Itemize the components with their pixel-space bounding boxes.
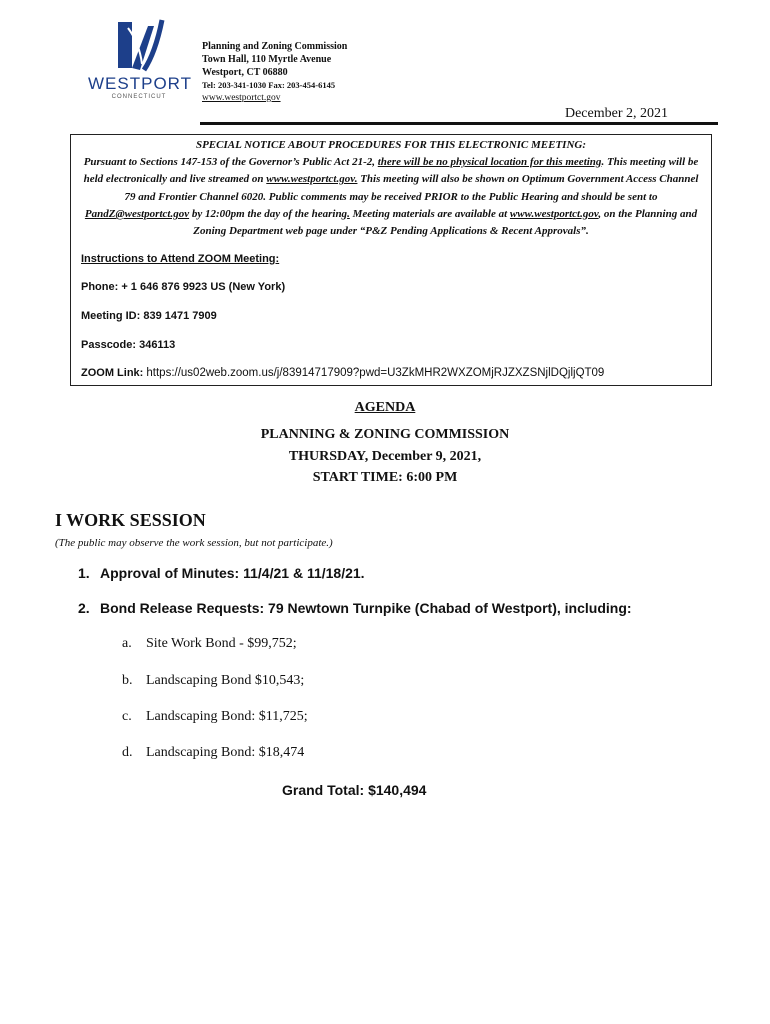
notice-website-link[interactable]: www.westportct.gov.	[266, 173, 358, 186]
agenda-start-time: START TIME: 6:00 PM	[312, 470, 458, 485]
document-date: December 2, 2021	[564, 106, 668, 121]
notice-text: Meeting materials are available at	[349, 207, 510, 220]
notice-underlined: .	[347, 207, 350, 220]
notice-email-link[interactable]: PandZ@westportct.gov	[84, 207, 190, 220]
notice-text: . This meeting will be held electronically and live streamed on	[83, 156, 699, 186]
sub-item	[122, 636, 297, 652]
notice-materials-link[interactable]: www.westportct.gov	[509, 207, 599, 220]
sub-item-letter: b.	[122, 673, 133, 688]
agenda-commission: PLANNING & ZONING COMMISSION	[260, 427, 510, 442]
section-note: (The public may observe the work session, but not participate.)	[55, 537, 333, 549]
logo-wordmark: WESTPORT	[88, 74, 193, 93]
item-text: Bond Release Requests: 79 Newtown Turnpike (Chabad of Westport), including:	[100, 600, 632, 616]
notice-text: by 12:00pm the day of the hearing	[189, 207, 348, 220]
sub-item	[122, 673, 304, 689]
sub-item-text: Site Work Bond - $99,752;	[146, 636, 297, 651]
agenda-title: AGENDA	[354, 400, 416, 415]
notice-text: , on the Planning and Zoning Department web page under “P&Z Pending Applications & Recent Approvals”.	[193, 207, 698, 238]
instructions-heading: Instructions to Attend ZOOM Meeting:	[81, 253, 280, 265]
zoom-link[interactable]: https://us02web.zoom.us/j/83914717909?pwd=U3ZkMHR2WXZOMjRJZXZSNjlDQjljQT09	[146, 367, 605, 379]
address-line-1: Town Hall, 110 Myrtle Avenue	[202, 54, 332, 65]
westport-w-mark-icon	[88, 18, 190, 74]
zoom-link-row	[81, 367, 604, 379]
agenda-item	[78, 600, 632, 616]
sub-item-text: Landscaping Bond $10,543;	[146, 673, 305, 688]
logo-subtitle: CONNECTICUT	[111, 94, 167, 100]
sub-item-text: Landscaping Bond: $18,474	[146, 745, 305, 760]
notice-text: This meeting will also be shown on Optimum Government Access Channel 79 and Frontier Channel 6020. Public comments may be received PRIOR to the Public Hearing and should be sent to	[124, 173, 699, 203]
zoom-meeting-id: Meeting ID: 839 1471 7909	[81, 310, 217, 322]
sub-item-letter: d.	[122, 745, 133, 760]
sub-item-text: Landscaping Bond: $11,725;	[146, 709, 308, 724]
notice-body	[79, 154, 703, 240]
notice-underlined: there will be no physical location for this meeting	[377, 156, 602, 168]
org-name: Planning and Zoning Commission	[202, 41, 348, 52]
zoom-passcode: Passcode: 346113	[81, 339, 176, 351]
phone-fax: Tel: 203-341-1030 Fax: 203-454-6145	[202, 80, 336, 90]
header-divider	[200, 122, 718, 125]
agenda-date: THURSDAY, December 9, 2021,	[288, 449, 482, 464]
header-address	[202, 40, 347, 105]
website-link[interactable]: www.westportct.gov	[202, 93, 281, 103]
address-line-2: Westport, CT 06880	[202, 67, 288, 78]
sub-item-letter: a.	[122, 636, 132, 651]
sub-item	[122, 745, 304, 761]
zoom-phone: Phone: + 1 646 876 9923 US (New York)	[81, 281, 286, 293]
item-number: 2.	[78, 600, 90, 616]
section-title: I WORK SESSION	[55, 510, 206, 530]
notice-text: Pursuant to Sections 147-153 of the Governor’s Public Act 21-2,	[83, 156, 378, 168]
item-text: Approval of Minutes: 11/4/21 & 11/18/21.	[100, 565, 365, 581]
zoom-link-label: ZOOM Link:	[81, 367, 147, 379]
sub-item	[122, 709, 308, 725]
westport-logo	[88, 18, 193, 102]
sub-item-letter: c.	[122, 709, 132, 724]
agenda-item	[78, 565, 365, 581]
notice-title: SPECIAL NOTICE ABOUT PROCEDURES FOR THIS ELECTRONIC MEETING:	[195, 139, 587, 151]
notice-box	[70, 134, 712, 386]
grand-total: Grand Total: $140,494	[282, 782, 427, 798]
item-number: 1.	[78, 565, 90, 581]
